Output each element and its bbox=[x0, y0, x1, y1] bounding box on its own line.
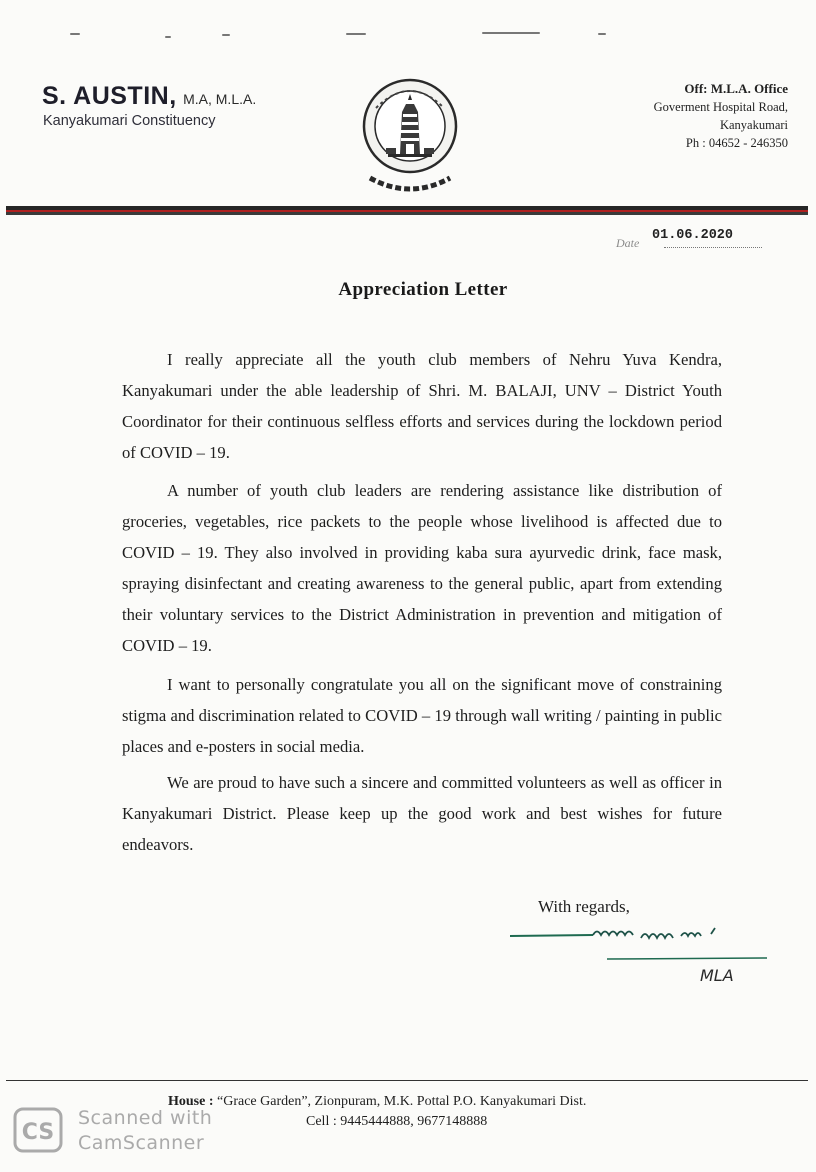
letterhead-name bbox=[42, 82, 256, 111]
header-rule bbox=[6, 212, 808, 215]
office-address-line2: Kanyakumari bbox=[719, 118, 788, 132]
scan-speck bbox=[70, 33, 80, 35]
date-label: Date bbox=[616, 236, 640, 250]
footer-rule bbox=[6, 1080, 808, 1081]
house-label: House : bbox=[168, 1094, 214, 1109]
body-paragraph: I really appreciate all the youth club members of Nehru Yuva Kendra, Kanyakumari under the able leadership of Shri. M. BALAJI, UNV – District Youth Coordinator for their continuous selfless efforts and services during the lockdown period of COVID – 19. bbox=[122, 350, 722, 462]
signature-title: MLA bbox=[700, 966, 734, 985]
camscanner-logo-icon bbox=[13, 1107, 63, 1153]
office-title: Off: M.L.A. Office bbox=[684, 81, 788, 96]
body-paragraph: We are proud to have such a sincere and committed volunteers as well as officer in Kanyakumari District. Please keep up the good work and best wishes for future endeavors. bbox=[122, 773, 722, 854]
footer-cell: Cell : 9445444888, 9677148888 bbox=[306, 1114, 488, 1129]
office-address-line1: Goverment Hospital Road, bbox=[653, 100, 788, 114]
scan-speck bbox=[598, 33, 606, 35]
watermark-line1: Scanned with bbox=[78, 1107, 213, 1129]
letter-date: 01.06.2020 bbox=[652, 228, 734, 243]
constituency-label: Kanyakumari Constituency bbox=[43, 113, 216, 129]
house-address: “Grace Garden”, Zionpuram, M.K. Pottal P.O. Kanyakumari Dist. bbox=[217, 1094, 587, 1109]
scan-speck bbox=[165, 36, 171, 38]
mla-name: S. AUSTIN, bbox=[42, 82, 177, 110]
scan-speck bbox=[222, 34, 230, 36]
mla-degrees: M.A, M.L.A. bbox=[183, 91, 257, 107]
footer-house-address bbox=[168, 1094, 586, 1110]
office-address-block bbox=[654, 80, 788, 152]
office-phone: Ph : 04652 - 246350 bbox=[685, 136, 788, 150]
tamil-nadu-emblem-icon bbox=[356, 78, 464, 194]
scan-speck bbox=[482, 32, 540, 34]
handwritten-signature bbox=[505, 918, 775, 993]
watermark-line2: CamScanner bbox=[78, 1132, 205, 1154]
body-paragraph: A number of youth club leaders are rendering assistance like distribution of groceries, vegetables, rice packets to the people whose livelihood is affected due to COVID – 19. They also involved in providing kaba sura ayurvedic drink, face mask, spraying disinfectant and creating awareness to the general public, apart from extending their voluntary services to the District Administration in prevention and mitigation of COVID – 19. bbox=[122, 481, 722, 655]
body-paragraph: I want to personally congratulate you all on the significant move of constraining stigma and discrimination related to COVID – 19 through wall writing / painting in public places and e-posters in social media. bbox=[122, 675, 722, 756]
closing-regards: With regards, bbox=[538, 897, 630, 916]
letter-title: Appreciation Letter bbox=[338, 279, 508, 300]
camscanner-logo-text: CS bbox=[21, 1120, 55, 1145]
camscanner-watermark bbox=[78, 1106, 212, 1156]
scan-speck bbox=[346, 33, 366, 35]
date-underline bbox=[664, 247, 762, 248]
